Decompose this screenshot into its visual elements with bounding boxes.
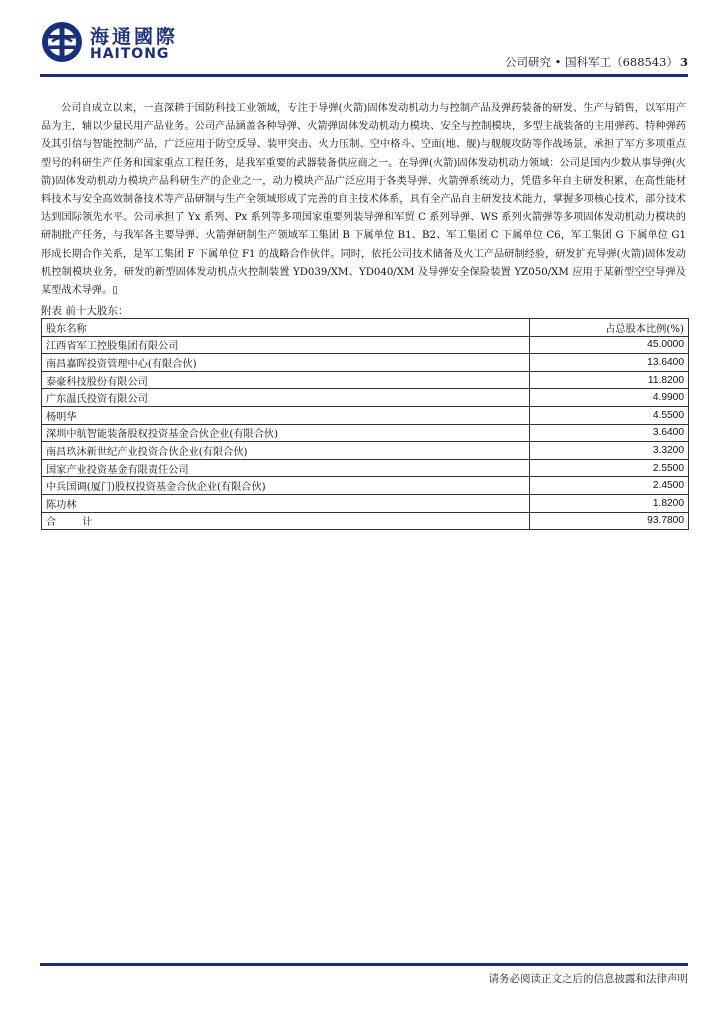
total-label: 合计 bbox=[42, 512, 530, 530]
total-percent: 93.7800 bbox=[530, 512, 689, 530]
shareholder-name: 陈功林 bbox=[42, 494, 530, 512]
table-row bbox=[42, 406, 689, 424]
shareholder-percent: 3.3200 bbox=[530, 442, 689, 460]
footer-disclaimer: 请务必阅读正文之后的信息披露和法律声明 bbox=[488, 973, 688, 985]
table-row bbox=[42, 424, 689, 442]
logo-chinese-text: 海通國際 bbox=[90, 26, 179, 48]
shareholder-percent: 1.8200 bbox=[530, 494, 689, 512]
page-header bbox=[40, 18, 688, 74]
shareholder-name: 国家产业投资基金有限责任公司 bbox=[42, 459, 530, 477]
shareholder-percent: 2.4500 bbox=[530, 477, 689, 495]
logo-english-text: HAITONG bbox=[90, 46, 170, 62]
header-section-label: 公司研究 • 国科军工（688543） bbox=[504, 55, 678, 69]
shareholder-name: 深圳中航智能装备股权投资基金合伙企业(有限合伙) bbox=[42, 424, 530, 442]
shareholder-name: 南昌嘉晖投资管理中心(有限合伙) bbox=[42, 354, 530, 372]
table-row bbox=[42, 477, 689, 495]
table-row bbox=[42, 389, 689, 407]
shareholder-name: 杨明华 bbox=[42, 406, 530, 424]
table-row bbox=[42, 494, 689, 512]
table-total-row bbox=[42, 512, 689, 530]
shareholder-percent: 11.8200 bbox=[530, 371, 689, 389]
page-number: 3 bbox=[679, 55, 688, 69]
shareholder-percent: 4.5500 bbox=[530, 406, 689, 424]
table-row bbox=[42, 459, 689, 477]
table-row bbox=[42, 371, 689, 389]
shareholder-name: 广东温氏投资有限公司 bbox=[42, 389, 530, 407]
shareholder-percent: 45.0000 bbox=[530, 336, 689, 354]
shareholder-name: 南昌玖沐新世纪产业投资合伙企业(有限合伙) bbox=[42, 442, 530, 460]
table-row bbox=[42, 354, 689, 372]
header-section-info bbox=[505, 54, 688, 70]
table-row bbox=[42, 442, 689, 460]
shareholder-percent: 13.6400 bbox=[530, 354, 689, 372]
body-paragraph: 公司自成立以来，一直深耕于国防科技工业领域，专注于导弹(火箭)固体发动机动力与控制产品及弹药装备的研发、生产与销售，以军用产品为主，辅以少量民用产品业务。公司产品涵盖各种导弹、火箭弹固体发动机动力模块、安全与控制模块，多型主战装备的主用弹药、特种弹药及其引信与智能控制产品，广泛应用于防空反导、装甲突击、火力压制、空中格斗、空面(地、舰)与舰舰攻防等作战场景，承担了军方多项重点型号的科研生产任务和国家重点工程任务，是我军重要的武器装备供应商之一。在导弹(火箭)固体发动机动力领域：公司是国内少数从事导弹(火箭)固体发动机动力模块产品科研生产的企业之一，动力模块产品广泛应用于各类导弹、火箭弹系统动力，凭借多年自主研发积累，在高性能材料技术与安全高效制备技术等产品研制与生产全领域形成了完善的自主技术体系，具有全产品自主研发技术能力，掌握多项核心技术，部分技术达到国际领先水平。公司承担了 Yx 系列、Px 系列等多项国家重要列装导弹和军贸 C 系列导弹、WS 系列火箭弹等多项固体发动机动力模块的研制批产任务，与我军各主要导弹、火箭弹研制生产领域军工集团 B 下属单位 B1、B2、军工集团 C 下属单位 C6，军工集团 G 下属单位 G1 形成长期合作关系，是军工集团 F 下属单位 F1 的战略合作伙伴。同时，依托公司技术储备及火工产品研制经验，研发扩充导弹(火箭)固体发动机控制模块业务，研发的新型固体发动机点火控制装置 YD039/XM、YD040/XM 及导弹安全保险装置 YZ050/XM 应用于某新型空空导弹及某型战术导弹。▯ bbox=[41, 103, 686, 297]
table-row bbox=[42, 336, 689, 354]
table-title: 附表 前十大股东： bbox=[41, 305, 129, 317]
shareholder-name: 泰豪科技股份有限公司 bbox=[42, 371, 530, 389]
shareholder-percent: 2.5500 bbox=[530, 459, 689, 477]
shareholders-table bbox=[41, 318, 689, 530]
shareholder-percent: 3.6400 bbox=[530, 424, 689, 442]
shareholder-percent: 4.9900 bbox=[530, 389, 689, 407]
footer-divider bbox=[40, 963, 688, 966]
shareholder-name: 江西省军工控股集团有限公司 bbox=[42, 336, 530, 354]
haitong-logo-icon bbox=[40, 20, 84, 64]
column-header-percent: 占总股本比例(%) bbox=[530, 319, 689, 337]
header-divider bbox=[40, 74, 688, 77]
shareholder-name: 中兵国调(厦门)股权投资基金合伙企业(有限合伙) bbox=[42, 477, 530, 495]
column-header-name: 股东名称 bbox=[42, 319, 530, 337]
table-header-row bbox=[42, 319, 689, 337]
